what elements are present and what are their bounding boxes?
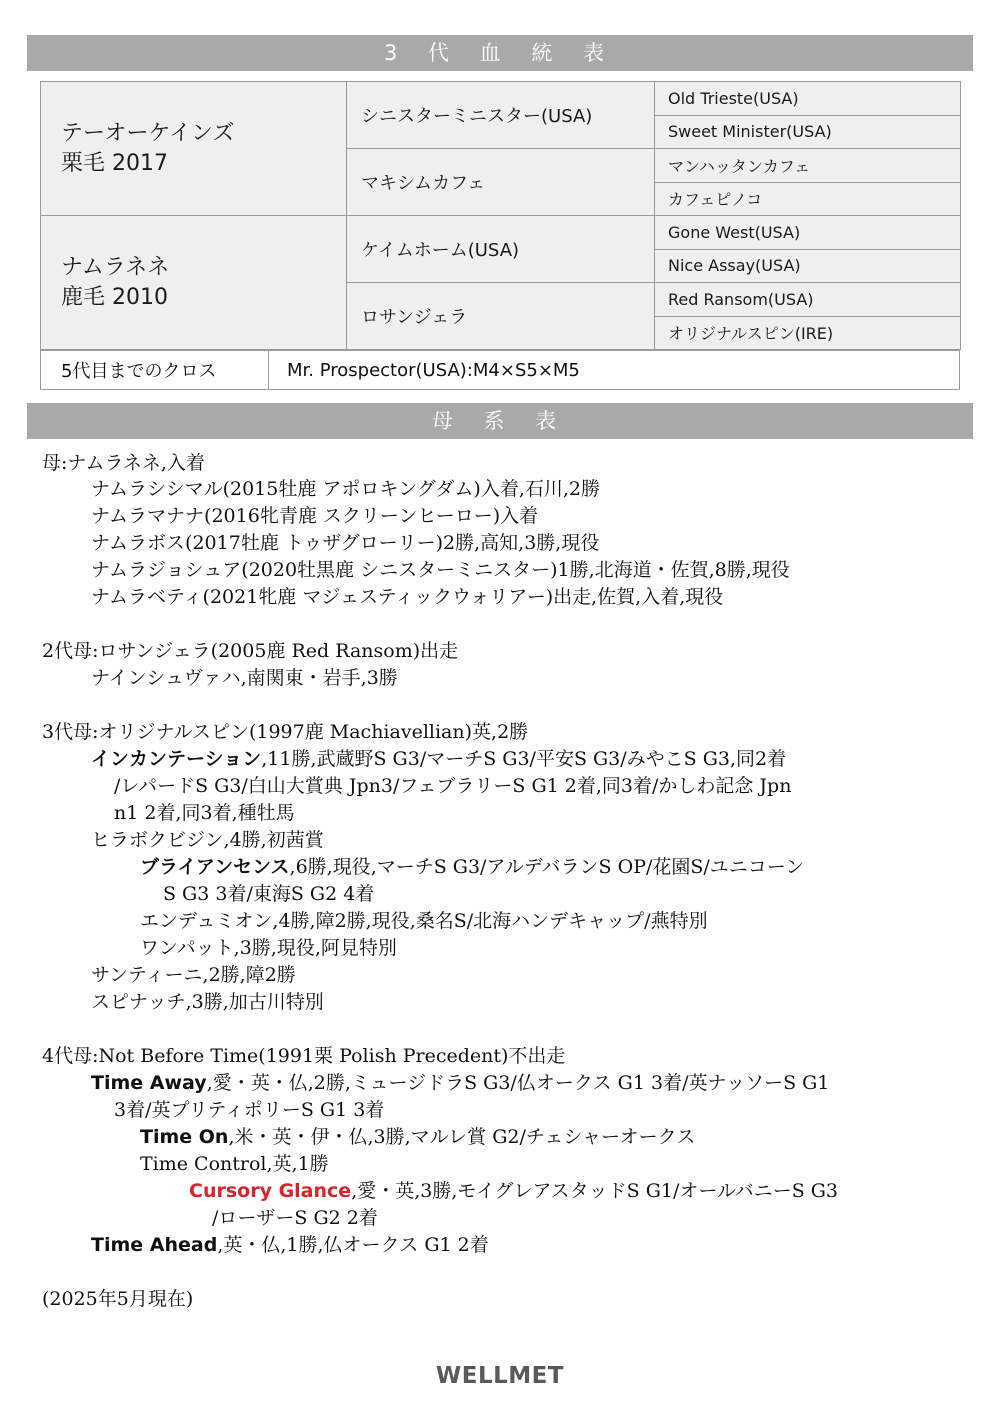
family-title-bar: 母 系 表	[27, 403, 973, 439]
cross-table	[40, 350, 960, 390]
line-text: 4代母:Not Before Time(1991栗 Polish Precedent)不出走	[42, 1045, 566, 1067]
wellmet-logo: WELLMET	[435, 1363, 565, 1389]
line-text: n1 2着,同3着,種牡馬	[114, 802, 295, 824]
family-line	[114, 1097, 384, 1124]
line-text: サンティーニ,2勝,障2勝	[91, 964, 296, 986]
line-text: ,米・英・伊・仏,3勝,マルレ賞 G2/チェシャーオークス	[228, 1126, 696, 1148]
line-text: ヒラボクビジン,4勝,初茜賞	[91, 829, 324, 851]
line-text: ナムラマナナ(2016牝青鹿 スクリーンヒーロー)入着	[91, 505, 539, 527]
line-text: ,6勝,現役,マーチS G3/アルデバランS OP/花園S/ユニコーン	[289, 856, 805, 878]
family-line	[91, 557, 790, 584]
family-line	[91, 476, 600, 503]
family-line	[91, 1232, 489, 1259]
gen3-cell: Gone West(USA)	[655, 216, 961, 250]
line-text: スピナッチ,3勝,加古川特別	[91, 991, 324, 1013]
horse-name-highlight: Cursory Glance	[189, 1180, 352, 1202]
gen3-cell: Sweet Minister(USA)	[655, 115, 961, 149]
line-text: /ローザーS G2 2着	[212, 1207, 378, 1229]
horse-name-highlight: Time Away	[91, 1072, 207, 1094]
line-text: ,11勝,武蔵野S G3/マーチS G3/平安S G3/みやこS G3,同2着	[261, 748, 787, 770]
family-line	[91, 1070, 829, 1097]
family-line	[140, 854, 804, 881]
family-line	[91, 584, 723, 611]
family-line	[42, 450, 205, 477]
family-line	[140, 935, 397, 962]
sire-info: 栗毛 2017	[61, 150, 168, 176]
gen2-cell: ケイムホーム(USA)	[347, 216, 655, 283]
family-line	[212, 1205, 378, 1232]
gen3-cell: マンハッタンカフェ	[655, 149, 961, 183]
gen3-cell: Old Trieste(USA)	[655, 82, 961, 116]
gen3-cell: カフェピノコ	[655, 182, 961, 216]
line-text: 2代母:ロサンジェラ(2005鹿 Red Ransom)出走	[42, 640, 459, 662]
family-line	[91, 530, 599, 557]
gen2-cell: マキシムカフェ	[347, 149, 655, 216]
line-text: ワンパット,3勝,現役,阿見特別	[140, 937, 397, 959]
family-line	[163, 881, 374, 908]
family-line	[91, 962, 296, 989]
family-line	[140, 1151, 329, 1178]
horse-name-highlight: ブライアンセンス	[140, 856, 290, 878]
family-line	[42, 719, 528, 746]
family-line	[140, 1124, 695, 1151]
line-text: ナムラジョシュア(2020牡黒鹿 シニスターミニスター)1勝,北海道・佐賀,8勝,現役	[91, 559, 790, 581]
dam-name: ナムラネネ	[61, 254, 170, 280]
gen2-cell: シニスターミニスター(USA)	[347, 82, 655, 149]
family-line	[189, 1178, 838, 1205]
gen3-cell: Red Ransom(USA)	[655, 283, 961, 317]
cross-label: 5代目までのクロス	[41, 351, 269, 390]
line-text: ,愛・英・仏,2勝,ミュージドラS G3/仏オークス G1 3着/英ナッソーS G1	[206, 1072, 830, 1094]
gen3-cell: Nice Assay(USA)	[655, 249, 961, 283]
family-line	[91, 503, 538, 530]
cross-value: Mr. Prospector(USA):M4×S5×M5	[269, 351, 960, 390]
line-text: ,愛・英,3勝,モイグレアスタッドS G1/オールバニーS G3	[351, 1180, 839, 1202]
pedigree-table	[40, 81, 961, 350]
family-line	[42, 638, 458, 665]
horse-name-highlight: Time Ahead	[91, 1234, 218, 1256]
line-text: 3代母:オリジナルスピン(1997鹿 Machiavellian)英,2勝	[42, 721, 529, 743]
gen2-cell: ロサンジェラ	[347, 283, 655, 350]
family-line	[91, 665, 398, 692]
family-line	[42, 1043, 565, 1070]
family-line	[140, 908, 708, 935]
line-text: エンデュミオン,4勝,障2勝,現役,桑名S/北海ハンデキャップ/燕特別	[140, 910, 708, 932]
family-line	[42, 1286, 193, 1313]
horse-name-highlight: Time On	[140, 1126, 229, 1148]
sire-cell	[41, 82, 347, 216]
family-line	[114, 773, 791, 800]
line-text: ,英・仏,1勝,仏オークス G1 2着	[217, 1234, 489, 1256]
line-text: ナムラベティ(2021牝鹿 マジェスティックウォリアー)出走,佐賀,入着,現役	[91, 586, 724, 608]
dam-info: 鹿毛 2010	[61, 284, 168, 310]
line-text: ナインシュヴァハ,南関東・岩手,3勝	[91, 667, 398, 689]
line-text: 母:ナムラネネ,入着	[42, 452, 205, 474]
line-text: ナムラボス(2017牡鹿 トゥザグローリー)2勝,高知,3勝,現役	[91, 532, 600, 554]
family-line	[114, 800, 295, 827]
horse-name-highlight: インカンテーション	[91, 748, 262, 770]
family-line	[91, 827, 324, 854]
family-line	[91, 746, 786, 773]
line-text: (2025年5月現在)	[42, 1288, 194, 1310]
line-text: S G3 3着/東海S G2 4着	[163, 883, 375, 905]
sire-name: テーオーケインズ	[61, 120, 235, 146]
line-text: /レパードS G3/白山大賞典 Jpn3/フェブラリーS G1 2着,同3着/かしわ記念 Jpn	[114, 775, 792, 797]
gen3-cell: オリジナルスピン(IRE)	[655, 316, 961, 350]
line-text: Time Control,英,1勝	[140, 1153, 329, 1175]
line-text: 3着/英プリティポリーS G1 3着	[114, 1099, 385, 1121]
line-text: ナムラシシマル(2015牡鹿 アポロキングダム)入着,石川,2勝	[91, 478, 601, 500]
family-line	[91, 989, 324, 1016]
pedigree-title-bar: 3 代 血 統 表	[27, 35, 973, 71]
dam-cell	[41, 216, 347, 350]
